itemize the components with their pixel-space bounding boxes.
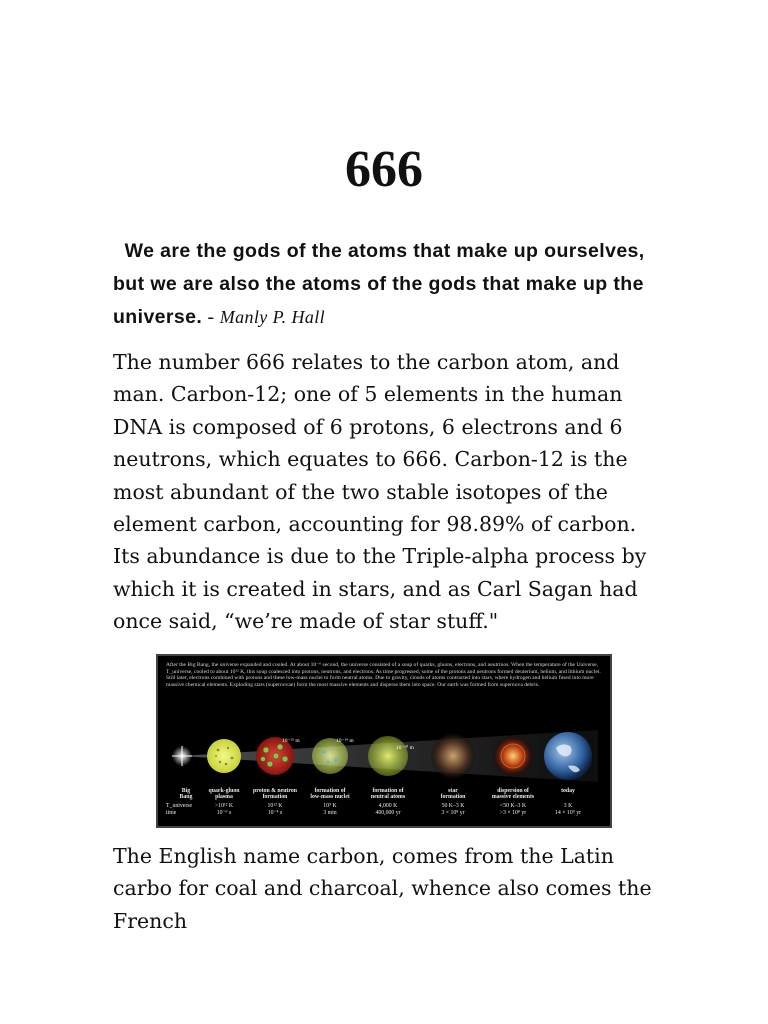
row-label-temperature: T_universe xyxy=(166,803,193,809)
stage-1-time: 10⁻⁶ s xyxy=(216,810,232,816)
row-label-time: time xyxy=(166,810,177,816)
quote-dash: - xyxy=(202,307,220,328)
stage-1-name2: plasma xyxy=(215,794,233,800)
stage-labels xyxy=(180,788,575,800)
stage-0-name1: Big xyxy=(181,788,191,794)
page-title: 666 xyxy=(345,141,423,198)
stage-7-temp: 3 K xyxy=(563,803,573,809)
stage-2-temp: 10¹² K xyxy=(267,803,283,809)
stage-0-name2: Bang xyxy=(179,794,193,800)
scale-label-3: 10⁻¹⁰ m xyxy=(396,745,414,751)
stage-2-name2: formation xyxy=(262,794,288,800)
body-paragraph-2: The English name carbon, comes from the Latin carbo for coal and charcoal, whence also comes the French xyxy=(113,844,652,933)
supernova-remnant xyxy=(493,736,533,776)
stage-5-name2: formation xyxy=(440,794,466,800)
stage-1-temp: >10¹² K xyxy=(214,803,234,809)
stage-4-name1: formation of xyxy=(372,788,404,794)
body-paragraph-1: The number 666 relates to the carbon atom, and man. Carbon-12; one of 5 elements in the human DNA is composed of 6 protons, 6 electrons and 6 neutrons, which equates to 666. Carbon-12 is the most abundant of the two stable isotopes of the element carbon, accounting for 98.89% of carbon. Its abundance is due to the Triple-alpha process by which it is created in stars, and as Carl Sagan had once said, “we’re made of star stuff." xyxy=(113,350,647,634)
figure-caption: After the Big Bang, the universe expanded and cooled. At about 10⁻⁶ second, the universe consisted of a soup of quarks, gluons, electrons, and neutrinos. When the temperature of the Universe, T_universe, cooled to about 10¹² K, this soup coalesced into protons, neutrons, and electrons. As time progressed, some of the protons and neutrons formed deuterium, helium, and lithium nuclei. Still later, electrons combined with protons and these low-mass nuclei to form neutral atoms. Due to gravity, clouds of atoms contracted into stars, where hydrogen and helium fused into more massive chemical elements. Exploding stars (supernovae) form the most massive elements and disperse them into space. Our earth was formed from supernova debris. xyxy=(166,662,601,688)
stage-3-temp: 10⁹ K xyxy=(323,803,337,809)
stage-4-temp: 4,000 K xyxy=(378,803,398,809)
stage-6-temp: <50 K–3 K xyxy=(499,803,527,809)
stage-7-time: 14 × 10⁹ yr xyxy=(554,810,582,816)
stage-6-time: >3 × 10⁸ yr xyxy=(499,810,527,816)
quote-author: Manly P. Hall xyxy=(219,307,326,327)
stage-6-name2: massive elements xyxy=(491,794,535,800)
stage-3-name2: low-mass nuclei xyxy=(310,794,350,800)
stage-values xyxy=(166,803,581,816)
quark-gluon-plasma-sphere xyxy=(207,739,241,773)
stage-5-temp: 50 K–3 K xyxy=(441,803,465,809)
stage-4-name2: neutral atoms xyxy=(370,794,406,800)
stage-1-name1: quark-gluon xyxy=(208,788,240,794)
stage-2-time: 10⁻⁴ s xyxy=(267,810,283,816)
stage-6-name1: dispersion of xyxy=(497,788,529,794)
stage-2-name1: proton & neutron xyxy=(253,788,297,794)
scale-label-2: 10⁻¹⁴ m xyxy=(336,738,354,744)
figure-illustration xyxy=(158,656,610,826)
star-formation-nebula xyxy=(431,734,475,778)
stage-7-name1: today xyxy=(561,788,575,794)
stage-3-name1: formation of xyxy=(314,788,346,794)
scale-label-1: 10⁻¹⁵ m xyxy=(282,738,300,744)
stage-5-name1: star xyxy=(448,788,458,794)
stage-4-time: 400,000 yr xyxy=(375,810,401,816)
stage-5-time: 3 × 10⁸ yr xyxy=(441,810,465,816)
epigraph-quote xyxy=(113,235,663,334)
neutral-atoms-sphere xyxy=(368,736,408,776)
quote-text: We are the gods of the atoms that make up ourselves, but we are also the atoms of the gods that make up the universe. xyxy=(113,240,645,328)
cosmic-evolution-figure xyxy=(156,654,612,828)
stage-3-time: 3 min xyxy=(323,810,337,816)
